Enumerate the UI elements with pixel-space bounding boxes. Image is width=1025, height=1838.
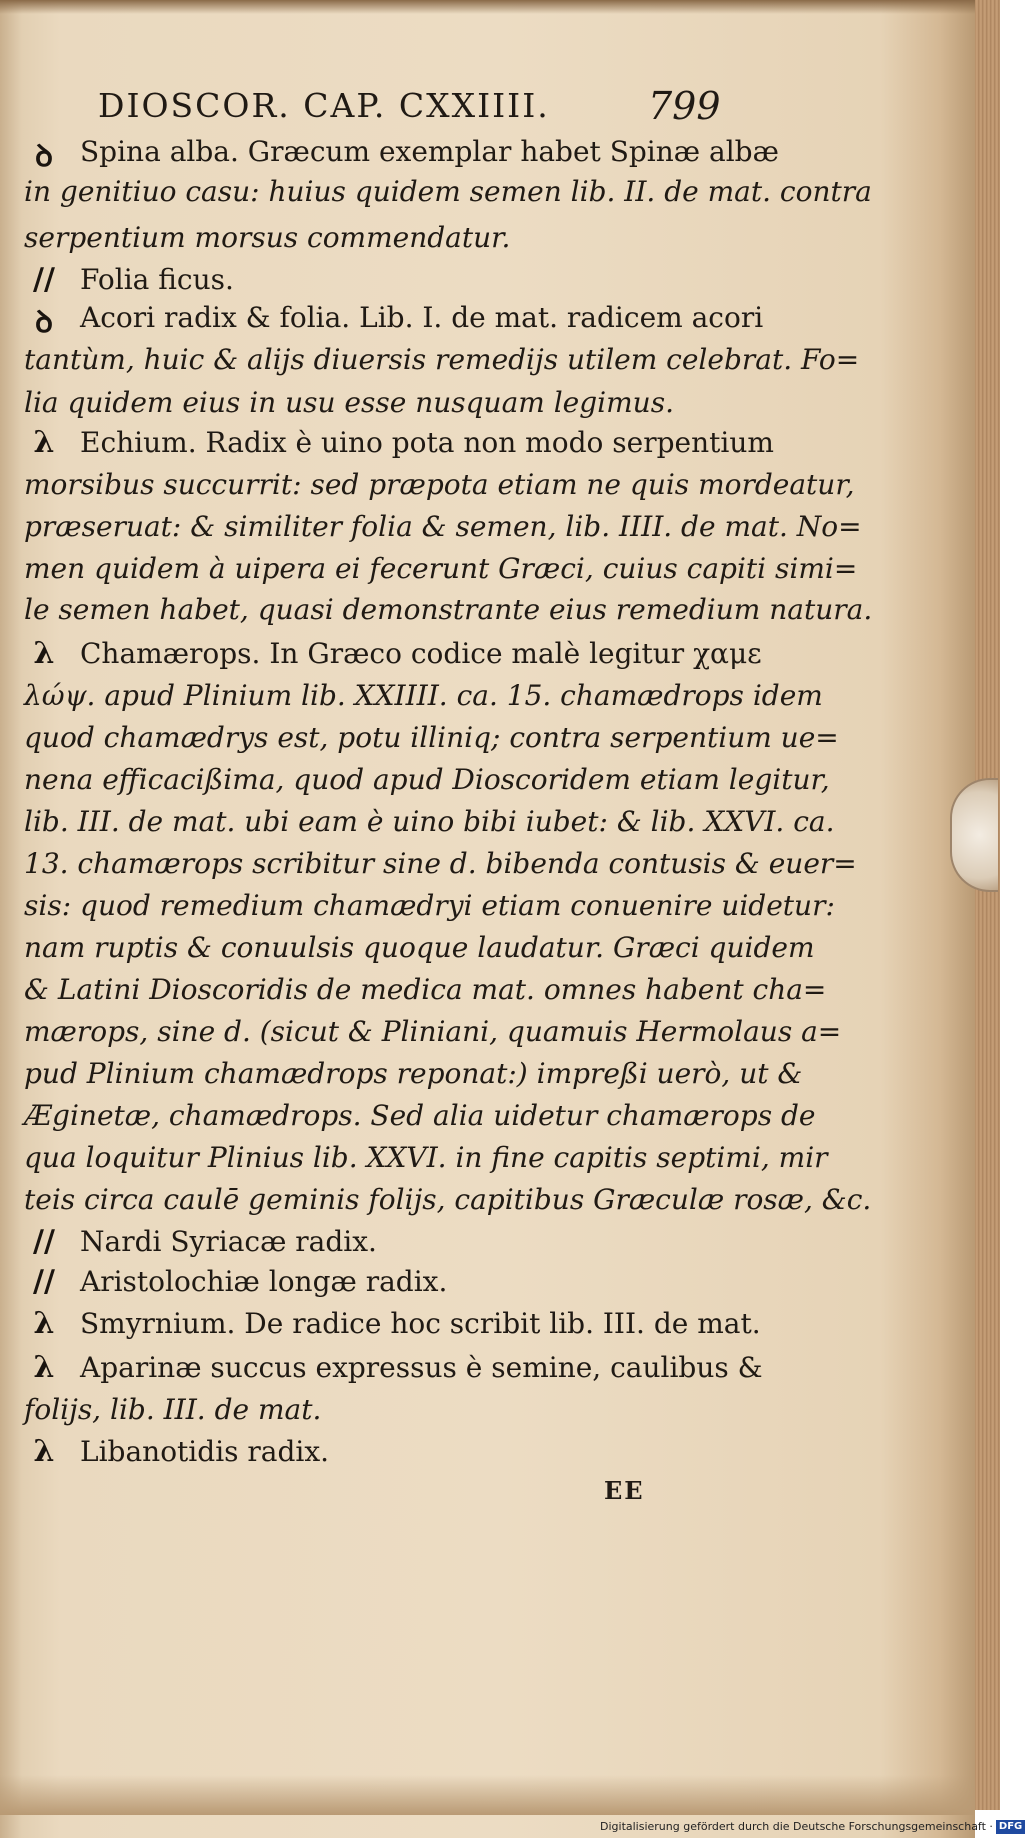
line-text: men quidem à uipera ei fecerunt Græci, cuius capiti simi= bbox=[24, 552, 858, 585]
line-text: Smyrnium. De radice hoc scribit lib. III. de mat. bbox=[80, 1307, 761, 1340]
marginal-sign: ꝺ bbox=[35, 139, 53, 174]
line-text: Libanotidis radix. bbox=[80, 1435, 330, 1468]
digitization-credit bbox=[600, 1816, 1023, 1838]
folio-number: 799 bbox=[648, 84, 721, 128]
marginal-sign: λ bbox=[33, 636, 55, 671]
line-text: quod chamædrys est, potu illiniq; contra serpentium ue= bbox=[24, 721, 839, 754]
marginal-sign: // bbox=[33, 1224, 55, 1259]
line-text: nena efficacißima, quod apud Dioscoridem etiam legitur, bbox=[24, 763, 830, 796]
page-bottom-edge bbox=[0, 1775, 975, 1815]
line-text: tantùm, huic & alijs diuersis remedijs utilem celebrat. Fo= bbox=[24, 343, 860, 376]
line-text: pud Plinium chamædrops reponat:) impreßi uerò, ut & bbox=[24, 1057, 803, 1090]
line-text: Nardi Syriacæ radix. bbox=[80, 1225, 377, 1258]
line-text: Spina alba. Græcum exemplar habet Spinæ albæ bbox=[80, 135, 779, 168]
line-text: Folia ficus. bbox=[80, 263, 234, 296]
line-text: λώψ. apud Plinium lib. XXIIII. ca. 15. chamædrops idem bbox=[24, 679, 823, 712]
line-text: Aparinæ succus expressus è semine, caulibus & bbox=[80, 1351, 763, 1384]
marginal-sign: ꝺ bbox=[35, 305, 53, 340]
line-text: Æginetæ, chamædrops. Sed alia uidetur chamærops de bbox=[24, 1099, 816, 1132]
line-text: qua loquitur Plinius lib. XXVI. in fine capitis septimi, mir bbox=[24, 1141, 828, 1174]
line-text: nam ruptis & conuulsis quoque laudatur. Græci quidem bbox=[24, 931, 815, 964]
dfg-logo: DFG bbox=[996, 1820, 1025, 1834]
line-text: & Latini Dioscoridis de medica mat. omnes habent cha= bbox=[24, 973, 827, 1006]
line-text: sis: quod remedium chamædryi etiam conuenire uidetur: bbox=[24, 889, 835, 922]
line-text: Echium. Radix è uino pota non modo serpentium bbox=[80, 426, 774, 459]
line-text: le semen habet, quasi demonstrante eius remedium natura. bbox=[24, 593, 873, 626]
line-text: Chamærops. In Græco codice malè legitur χαμε bbox=[80, 637, 762, 670]
running-title: DIOSCOR. CAP. CXXIIII. bbox=[98, 86, 550, 125]
catchword: EE bbox=[604, 1476, 645, 1505]
marginal-sign: // bbox=[33, 1264, 55, 1299]
line-text: serpentium morsus commendatur. bbox=[24, 221, 511, 254]
credit-text: Digitalisierung gefördert durch die Deutsche Forschungsgemeinschaft · bbox=[600, 1820, 993, 1833]
line-text: morsibus succurrit: sed præpota etiam ne quis mordeatur, bbox=[24, 468, 855, 501]
page-tab-marker bbox=[950, 778, 998, 892]
book-fore-edge bbox=[975, 0, 1000, 1810]
marginal-sign: λ bbox=[33, 1350, 55, 1385]
line-text: lia quidem eius in usu esse nusquam legimus. bbox=[24, 386, 674, 419]
running-header bbox=[98, 86, 738, 134]
line-text: Aristolochiæ longæ radix. bbox=[80, 1265, 448, 1298]
marginal-sign: λ bbox=[33, 1306, 55, 1341]
marginal-sign: λ bbox=[33, 425, 55, 460]
line-text: 13. chamærops scribitur sine d. bibenda contusis & euer= bbox=[24, 847, 857, 880]
line-text: mærops, sine d. (sicut & Pliniani, quamuis Hermolaus a= bbox=[24, 1015, 842, 1048]
line-text: folijs, lib. III. de mat. bbox=[24, 1393, 322, 1426]
line-text: in genitiuo casu: huius quidem semen lib. II. de mat. contra bbox=[24, 175, 872, 208]
line-text: præseruat: & similiter folia & semen, lib. IIII. de mat. No= bbox=[24, 510, 862, 543]
marginal-sign: λ bbox=[33, 1434, 55, 1469]
line-text: lib. III. de mat. ubi eam è uino bibi iubet: & lib. XXVI. ca. bbox=[24, 805, 835, 838]
line-text: teis circa caulē geminis folijs, capitibus Græculæ rosæ, &c. bbox=[24, 1183, 872, 1216]
marginal-sign: // bbox=[33, 262, 55, 297]
line-text: Acori radix & folia. Lib. I. de mat. radicem acori bbox=[80, 301, 764, 334]
